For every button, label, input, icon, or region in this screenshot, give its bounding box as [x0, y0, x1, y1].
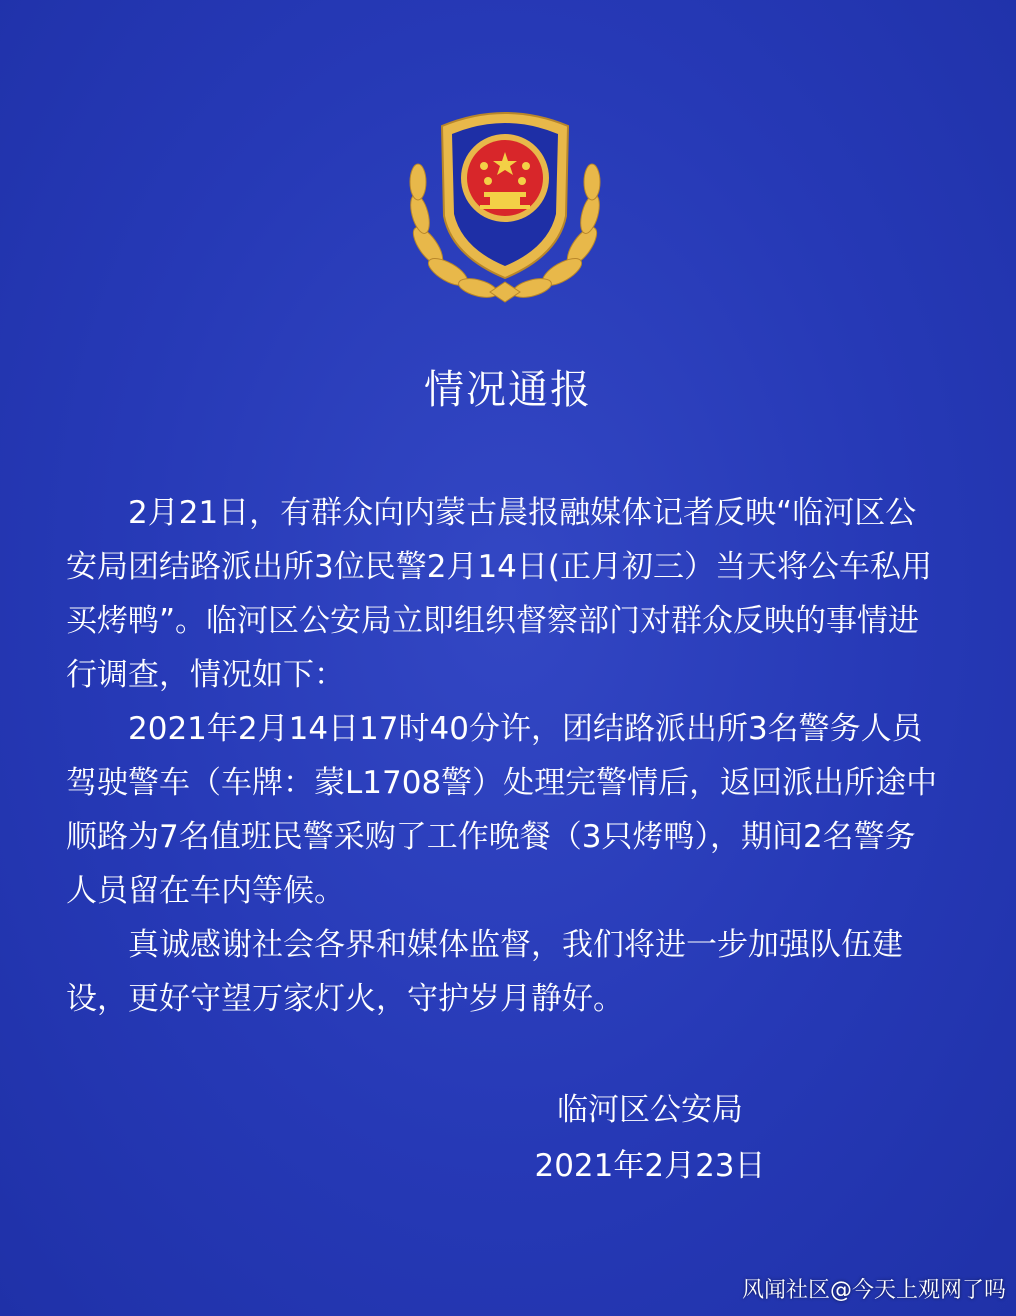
notice-paragraph-1: 2月21日，有群众向内蒙古晨报融媒体记者反映“临河区公安局团结路派出所3位民警2月14日(正月初三）当天将公车私用买烤鸭”。临河区公安局立即组织督察部门对群众反映的事情进行调查，情况如下： [66, 495, 932, 693]
notice-paragraph-3: 真诚感谢社会各界和媒体监督，我们将进一步加强队伍建设，更好守望万家灯火，守护岁月静好。 [66, 927, 903, 1017]
police-emblem-icon [398, 96, 612, 310]
watermark-text: 风闻社区@今天上观网了吗 [741, 1278, 1006, 1303]
notice-body [66, 486, 946, 1026]
signature-org: 临河区公安局 [557, 1092, 743, 1128]
signature-block [500, 1082, 800, 1194]
notice-title: 情况通报 [424, 367, 592, 413]
signature-date: 2021年2月23日 [534, 1148, 766, 1184]
notice-paragraph-2: 2021年2月14日17时40分许，团结路派出所3名警务人员驾驶警车（车牌：蒙L1708警）处理完警情后，返回派出所途中顺路为7名值班民警采购了工作晚餐（3只烤鸭），期间2名警务人员留在车内等候。 [66, 711, 938, 909]
